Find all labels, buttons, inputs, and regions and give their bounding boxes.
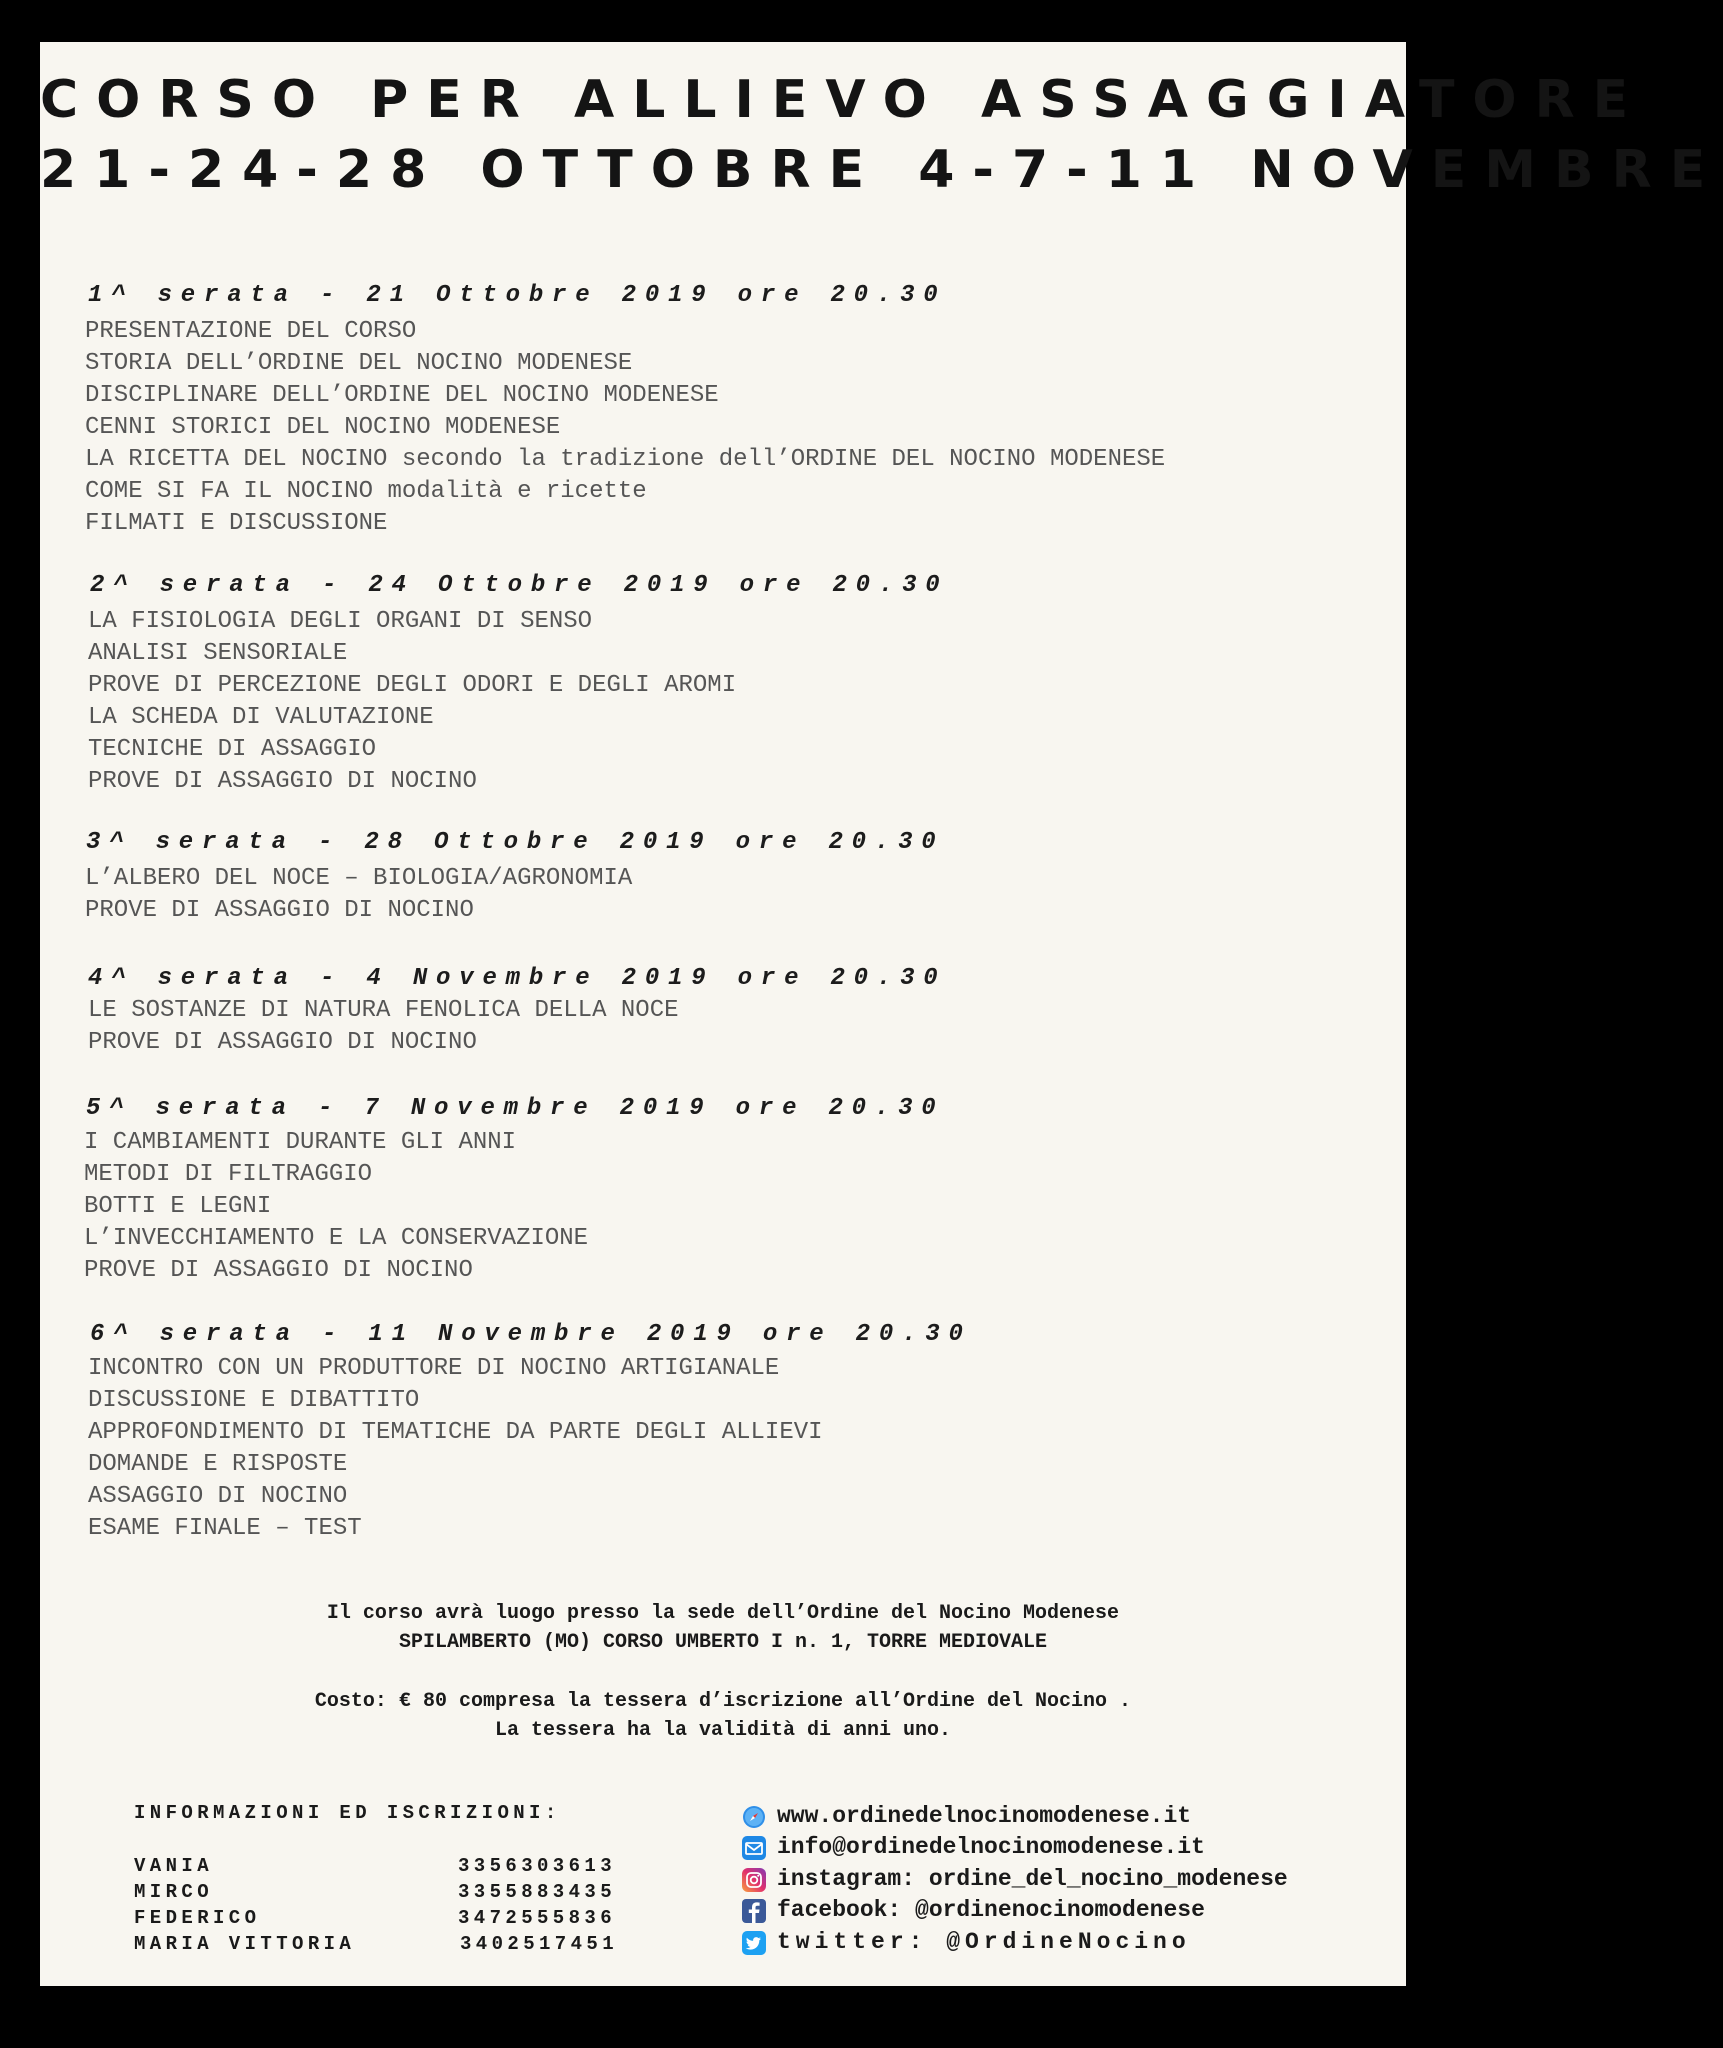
session-item: I CAMBIAMENTI DURANTE GLI ANNI — [84, 1129, 517, 1156]
session-heading: 1^ serata - 21 Ottobre 2019 ore 20.30 — [88, 282, 947, 309]
session-item: DOMANDE E RISPOSTE — [88, 1451, 348, 1478]
session-item: ESAME FINALE – TEST — [88, 1515, 362, 1542]
session-item: L’INVECCHIAMENTO E LA CONSERVAZIONE — [84, 1225, 589, 1252]
title-line-2: 21-24-28 OTTOBRE 4-7-11 NOVEMBRE — [40, 140, 1723, 200]
session-item: STORIA DELL’ORDINE DEL NOCINO MODENESE — [85, 350, 633, 377]
session-item: PROVE DI ASSAGGIO DI NOCINO — [85, 897, 474, 924]
title-line-1: CORSO PER ALLIEVO ASSAGGIATORE — [40, 70, 1647, 130]
twitter-icon — [742, 1931, 766, 1955]
session-item: L’ALBERO DEL NOCE – BIOLOGIA/AGRONOMIA — [85, 865, 633, 892]
session-item: ASSAGGIO DI NOCINO — [88, 1483, 348, 1510]
session-item: INCONTRO CON UN PRODUTTORE DI NOCINO ARTIGIANALE — [88, 1355, 780, 1382]
location-line-1: Il corso avrà luogo presso la sede dell’Ordine del Nocino Modenese — [326, 1602, 1120, 1625]
contacts-heading: INFORMAZIONI ED ISCRIZIONI: — [134, 1802, 561, 1824]
session-item: DISCUSSIONE E DIBATTITO — [88, 1387, 420, 1414]
session-item: PROVE DI ASSAGGIO DI NOCINO — [84, 1257, 473, 1284]
contact-phone[interactable]: 3355883435 — [458, 1881, 617, 1903]
location-line-2: SPILAMBERTO (MO) CORSO UMBERTO I n. 1, TORRE MEDIOVALE — [398, 1631, 1048, 1654]
safari-icon — [742, 1805, 766, 1829]
session-item: BOTTI E LEGNI — [84, 1193, 272, 1220]
poster-sheet: CORSO PER ALLIEVO ASSAGGIATORE 21-24-28 OTTOBRE 4-7-11 NOVEMBRE 1^ serata - 21 Ottobre 2019 ore 20.30 PRESENTAZIONE DEL CORSO STORIA DELL’ORDINE DEL NOCINO MODENESE DISCIPLINARE DELL’ORDINE DEL NOCINO MODENESE CENNI STORICI DEL NOCINO MODENESE LA RICETTA DEL NOCINO secondo la tradizione dell’ORDINE DEL NOCINO MODENESE COME SI FA IL NOCINO modalità e ricette FILMATI E DISCUSSIONE 2^ serata - 24 Ottobre 2019 ore 20.30 LA FISIOLOGIA DEGLI ORGANI DI SENSO ANALISI SENSORIALE PROVE DI PERCEZIONE DEGLI ODORI E DEGLI AROMI LA SCHEDA DI VALUTAZIONE TECNICHE DI ASSAGGIO PROVE DI ASSAGGIO DI NOCINO 3^ serata - 28 Ottobre 2019 ore 20.30 L’ALBERO DEL NOCE – BIOLOGIA/AGRONOMIA PROVE DI ASSAGGIO DI NOCINO 4^ serata - 4 Novembre 2019 ore 20.30 LE SOSTANZE DI NATURA FENOLICA DELLA NOCE PROVE DI ASSAGGIO DI NOCINO 5^ serata - 7 Novembre 2019 ore 20.30 I CAMBIAMENTI DURANTE GLI ANNI METODI DI FILTRAGGIO BOTTI E LEGNI L’INVECCHIAMENTO E LA CONSERVAZIONE PROVE DI ASSAGGIO DI NOCINO 6^ serata - 11 Novembre 2019 ore 20.30 INCONTRO CON UN PRODUTTORE DI NOCINO ARTIGIANALE DISCUSSIONE E DIBATTITO APPROFONDIMENTO DI TEMATICHE DA PARTE DEGLI ALLIEVI DOMANDE E RISPOSTE ASSAGGIO DI NOCINO ESAME FINALE – TEST Il corso avrà luogo presso la sede dell’Ordine del Nocino Modenese SPILAMBERTO (MO) CORSO UMBERTO I n. 1, TORRE MEDIOVALE Costo: € 80 compresa la tessera d’iscrizione all’Ordine del Nocino . La tessera ha la validità di anni uno. INFORMAZIONI ED ISCRIZIONI: VANIA 3356303613 MIRCO 3355883435 FEDERICO 3472555836 MARIA VITTORIA 3402517451 www.ordinedelnocinomodenese.it info@ordinedelnocinomodenese.it instagram: ordine_del_nocino_modenese facebook: @ordinenocinomodenese twitter: @OrdineNocino — [40, 42, 1406, 1986]
session-heading: 5^ serata - 7 Novembre 2019 ore 20.30 — [86, 1095, 945, 1122]
session-item: APPROFONDIMENTO DI TEMATICHE DA PARTE DEGLI ALLIEVI — [88, 1419, 823, 1446]
contact-name: MIRCO — [134, 1881, 214, 1903]
session-item: ANALISI SENSORIALE — [88, 640, 348, 667]
session-item: COME SI FA IL NOCINO modalità e ricette — [85, 478, 647, 505]
session-item: TECNICHE DI ASSAGGIO — [88, 736, 377, 763]
mail-icon — [742, 1836, 766, 1860]
contact-phone[interactable]: 3356303613 — [458, 1855, 617, 1877]
contact-name: MARIA VITTORIA — [134, 1933, 356, 1955]
facebook-icon — [742, 1899, 766, 1923]
cost-line-2: La tessera ha la validità di anni uno. — [494, 1719, 952, 1742]
session-item: PRESENTAZIONE DEL CORSO — [85, 318, 417, 345]
contact-name: VANIA — [134, 1855, 214, 1877]
session-item: DISCIPLINARE DELL’ORDINE DEL NOCINO MODENESE — [85, 382, 719, 409]
session-heading: 2^ serata - 24 Ottobre 2019 ore 20.30 — [90, 572, 949, 599]
session-heading: 4^ serata - 4 Novembre 2019 ore 20.30 — [88, 965, 947, 992]
session-item: LA SCHEDA DI VALUTAZIONE — [88, 704, 434, 731]
session-item: CENNI STORICI DEL NOCINO MODENESE — [85, 414, 561, 441]
contact-phone[interactable]: 3472555836 — [458, 1907, 617, 1929]
session-item: LE SOSTANZE DI NATURA FENOLICA DELLA NOCE — [88, 997, 679, 1024]
cost-line-1: Costo: € 80 compresa la tessera d’iscrizione all’Ordine del Nocino . — [314, 1690, 1132, 1713]
session-item: LA RICETTA DEL NOCINO secondo la tradizione dell’ORDINE DEL NOCINO MODENESE — [85, 446, 1166, 473]
session-item: PROVE DI PERCEZIONE DEGLI ODORI E DEGLI AROMI — [88, 672, 737, 699]
instagram-icon — [742, 1868, 766, 1892]
session-item: LA FISIOLOGIA DEGLI ORGANI DI SENSO — [88, 608, 593, 635]
session-item: FILMATI E DISCUSSIONE — [85, 510, 388, 537]
session-item: PROVE DI ASSAGGIO DI NOCINO — [88, 768, 477, 795]
session-heading: 6^ serata - 11 Novembre 2019 ore 20.30 — [90, 1321, 972, 1348]
contact-name: FEDERICO — [134, 1907, 261, 1929]
session-item: METODI DI FILTRAGGIO — [84, 1161, 373, 1188]
contact-phone[interactable]: 3402517451 — [460, 1933, 619, 1955]
session-heading: 3^ serata - 28 Ottobre 2019 ore 20.30 — [86, 829, 945, 856]
session-item: PROVE DI ASSAGGIO DI NOCINO — [88, 1029, 477, 1056]
